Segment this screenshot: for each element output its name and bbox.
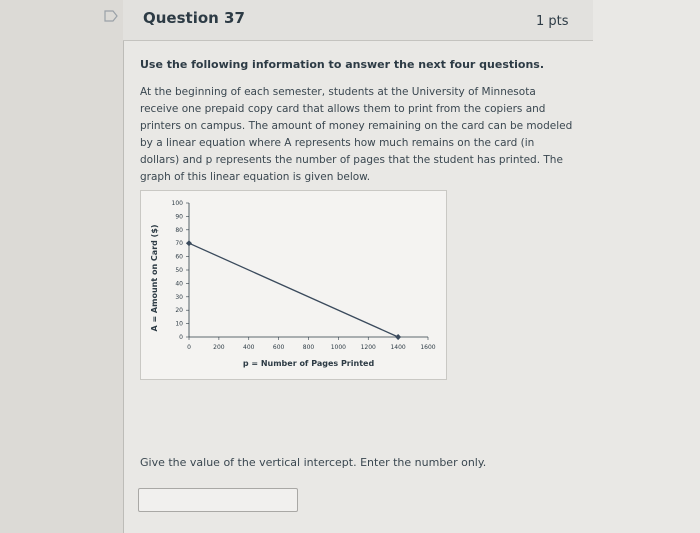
question-prompt: Give the value of the vertical intercept. Enter the number only. xyxy=(140,456,487,469)
y-tick-label: 60 xyxy=(175,253,183,261)
question-points: 1 pts xyxy=(536,14,569,29)
question-paragraph: At the beginning of each semester, students at the University of Minnesota receive one prepaid copy card that allows them to print from the copiers and printers on campus. The amount of money remaining on the card can be modeled by a linear equation where A represents how much remains on the card (in dollars) and p represents the number of pages that the student has printed. The graph of this linear equation is given below. xyxy=(140,86,573,183)
y-tick-label: 100 xyxy=(171,200,183,207)
data-point xyxy=(395,334,401,340)
x-tick-label: 800 xyxy=(302,344,315,351)
x-tick-label: 1400 xyxy=(390,344,406,351)
y-tick-label: 0 xyxy=(179,334,183,341)
y-tick-label: 80 xyxy=(175,226,183,234)
y-tick-label: 50 xyxy=(175,267,183,274)
y-axis-title: A = Amount on Card ($) xyxy=(150,224,159,332)
question-intro: Use the following information to answer the next four questions. xyxy=(140,58,545,71)
x-axis-title: p = Number of Pages Printed xyxy=(242,359,375,368)
y-tick-label: 30 xyxy=(175,293,183,301)
x-tick-label: 1200 xyxy=(360,344,376,351)
x-tick-label: 0 xyxy=(187,344,191,351)
x-tick-label: 600 xyxy=(272,344,285,351)
y-tick-label: 70 xyxy=(175,240,183,248)
x-tick-label: 200 xyxy=(213,344,225,351)
x-tick-label: 1600 xyxy=(420,344,436,351)
y-tick-label: 90 xyxy=(175,213,183,221)
y-tick-label: 10 xyxy=(175,320,183,328)
flag-question-icon[interactable] xyxy=(104,10,118,22)
graph-container xyxy=(140,190,447,380)
series-line xyxy=(189,243,398,337)
data-point xyxy=(186,240,192,246)
y-tick-label: 20 xyxy=(175,307,183,315)
y-tick-label: 40 xyxy=(175,280,183,288)
question-title: Question 37 xyxy=(143,9,245,27)
x-tick-label: 400 xyxy=(243,344,255,351)
line-chart xyxy=(141,191,446,379)
x-tick-label: 1000 xyxy=(330,344,347,351)
answer-input[interactable] xyxy=(138,488,298,512)
